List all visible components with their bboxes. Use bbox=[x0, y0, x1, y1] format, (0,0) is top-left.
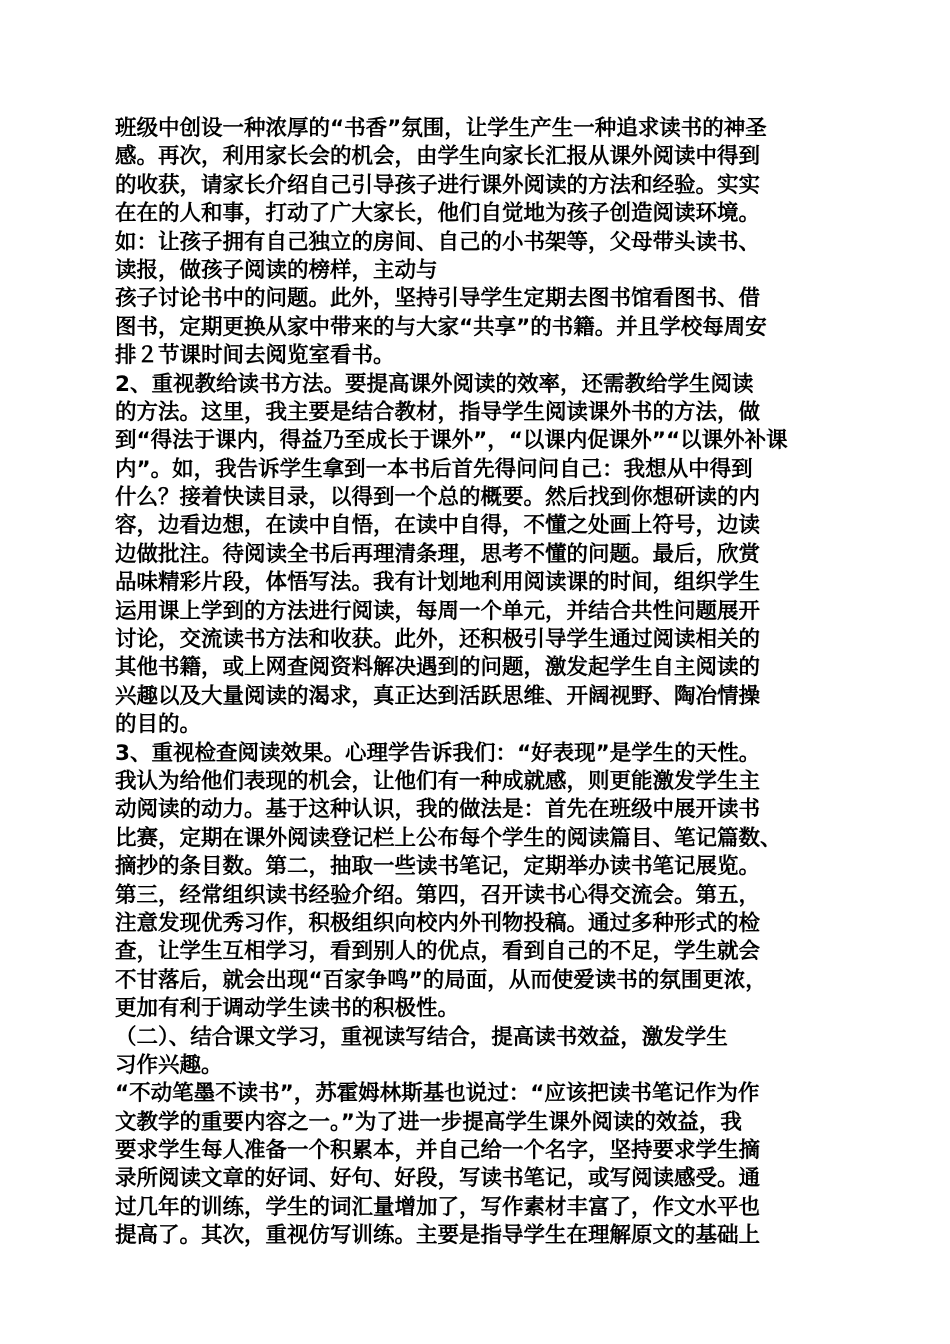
text-line: 图书，定期更换从家中带来的与大家“共享”的书籍。并且学校每周安 bbox=[115, 314, 767, 340]
text-line: 排２节课时间去阅览室看书。 bbox=[115, 343, 395, 369]
text-line: 容，边看边想，在读中自悟，在读中自得，不懂之处画上符号，边读 bbox=[115, 513, 761, 539]
text-line: 什么？接着快读目录，以得到一个总的概要。然后找到你想研读的内 bbox=[115, 485, 761, 511]
text-line: 的收获，请家长介绍自己引导孩子进行课外阅读的方法和经验。实实 bbox=[115, 172, 761, 198]
text-line: 注意发现优秀习作，积极组织向校内外刊物投稿。通过多种形式的检 bbox=[115, 910, 761, 936]
text-line: 内”。如，我告诉学生拿到一本书后首先得问问自己：我想从中得到 bbox=[115, 456, 753, 482]
text-line: 摘抄的条目数。第二，抽取一些读书笔记，定期举办读书笔记展览。 bbox=[115, 854, 761, 880]
text-line: 比赛，定期在课外阅读登记栏上公布每个学生的阅读篇目、笔记篇数、 bbox=[115, 825, 782, 851]
text-line: 品味精彩片段，体悟写法。我有计划地利用阅读课的时间，组织学生 bbox=[115, 570, 761, 596]
text-line: （二）、结合课文学习，重视读写结合，提高读书效益，激发学生 bbox=[115, 1024, 728, 1050]
text-line: 到“得法于课内，得益乃至成长于课外”，“以课内促课外”“以课外补课 bbox=[115, 428, 788, 454]
text-line: 的方法。这里，我主要是结合教材，指导学生阅读课外书的方法，做 bbox=[115, 399, 761, 425]
text-line: 第三，经常组织读书经验介绍。第四，召开读书心得交流会。第五， bbox=[115, 882, 761, 908]
text-line: 班级中创设一种浓厚的“书香”氛围，让学生产生一种追求读书的神圣 bbox=[115, 116, 767, 141]
text-line: 过几年的训练，学生的词汇量增加了，写作素材丰富了，作文水平也 bbox=[115, 1194, 761, 1220]
text-line: 查，让学生互相学习，看到别人的优点，看到自己的不足，学生就会 bbox=[115, 939, 761, 965]
text-line: 其他书籍，或上网查阅资料解决遇到的问题，激发起学生自主阅读的 bbox=[115, 655, 761, 681]
text-line: 兴趣以及大量阅读的渴求，真正达到活跃思维、开阔视野、陶冶情操 bbox=[115, 683, 761, 709]
text-line: 提高了。其次，重视仿写训练。主要是指导学生在理解原文的基础上 bbox=[115, 1223, 761, 1249]
text-line: 运用课上学到的方法进行阅读，每周一个单元，并结合共性问题展开 bbox=[115, 598, 761, 624]
document-body bbox=[115, 115, 845, 1251]
text-line: 在在的人和事，打动了广大家长，他们自觉地为孩子创造阅读环境。 bbox=[115, 201, 761, 227]
text-line: 要求学生每人准备一个积累本，并自己给一个名字，坚持要求学生摘 bbox=[115, 1138, 761, 1164]
text-line: 2、重视教给读书方法。要提高课外阅读的效率，还需教给学生阅读 bbox=[115, 371, 754, 397]
text-line: 录所阅读文章的好词、好句、好段，写读书笔记，或写阅读感受。通 bbox=[115, 1166, 761, 1192]
text-line: 感。再次，利用家长会的机会，由学生向家长汇报从课外阅读中得到 bbox=[115, 144, 761, 170]
text-line: 讨论，交流读书方法和收获。此外，还积极引导学生通过阅读相关的 bbox=[115, 627, 761, 653]
text-line: “不动笔墨不读书”，苏霍姆林斯基也说过：“应该把读书笔记作为作 bbox=[115, 1081, 760, 1107]
text-line: 读报，做孩子阅读的榜样，主动与 bbox=[115, 257, 438, 283]
text-line: 孩子讨论书中的问题。此外，坚持引导学生定期去图书馆看图书、借 bbox=[115, 286, 761, 312]
text-line: 如：让孩子拥有自己独立的房间、自己的小书架等，父母带头读书、 bbox=[115, 229, 761, 255]
text-line: 更加有利于调动学生读书的积极性。 bbox=[115, 996, 460, 1022]
text-line: 边做批注。待阅读全书后再理清条理，思考不懂的问题。最后，欣赏 bbox=[115, 541, 761, 567]
text-line: 动阅读的动力。基于这种认识，我的做法是：首先在班级中展开读书 bbox=[115, 797, 761, 823]
text-line: 不甘落后，就会出现“百家争鸣”的局面，从而使爱读书的氛围更浓， bbox=[115, 967, 767, 993]
text-line: 的目的。 bbox=[115, 712, 202, 738]
text-line: 3、重视检查阅读效果。心理学告诉我们：“好表现”是学生的天性。 bbox=[115, 740, 761, 766]
text-line: 文教学的重要内容之一。”为了进一步提高学生课外阅读的效益，我 bbox=[115, 1109, 742, 1135]
text-line: 我认为给他们表现的机会，让他们有一种成就感，则更能激发学生主 bbox=[115, 768, 761, 794]
text-line: 习作兴趣。 bbox=[115, 1052, 223, 1078]
